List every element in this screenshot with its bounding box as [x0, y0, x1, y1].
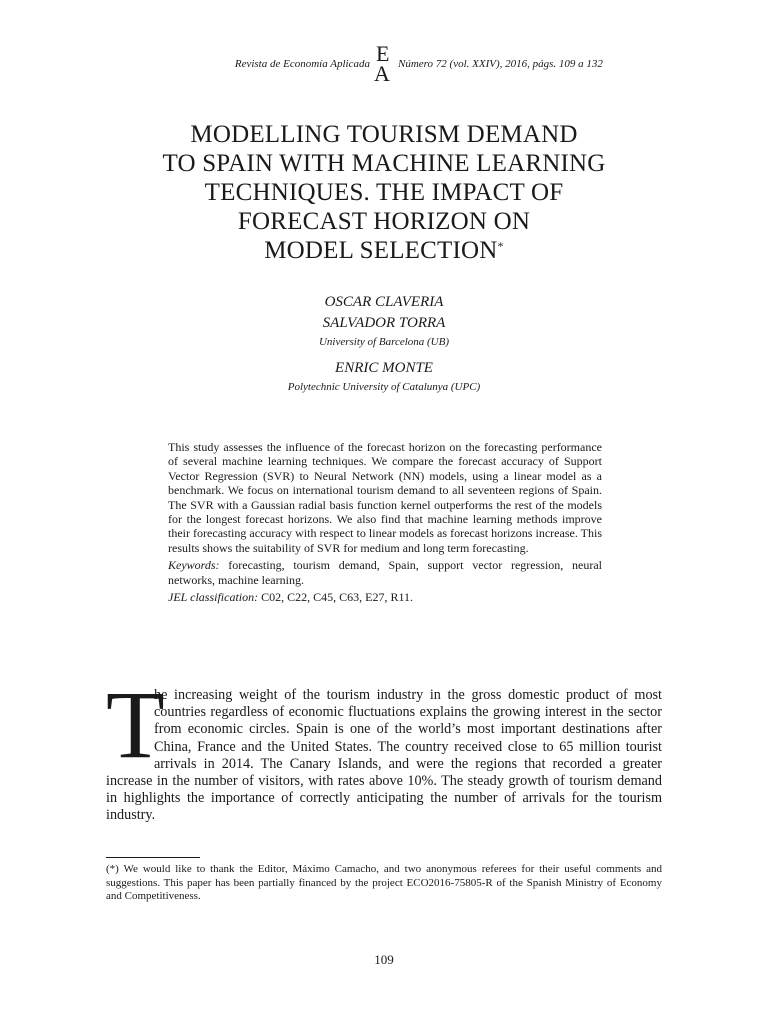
author-name-2: SALVADOR TORRA	[322, 315, 446, 331]
logo-letter-top: E	[376, 41, 390, 66]
author-name-1: OSCAR CLAVERIA	[324, 294, 444, 310]
title-line-1: MODELLING TOURISM DEMAND	[190, 121, 578, 148]
author-block	[0, 292, 768, 395]
title-line-2: TO SPAIN WITH MACHINE LEARNING	[162, 150, 606, 177]
body-text	[106, 671, 662, 825]
abstract-text: This study assesses the influence of the forecast horizon on the forecasting performance of several machine learning techniques. We compare the forecast accuracy of Support Vector Regression (SVR) to Neural Network (NN) models, using a linear model as a benchmark. We focus on international tourism demand to all seventeen regions of Spain. The SVR with a Gaussian radial basis function kernel outperforms the rest of the models for the longest forecast horizons. We also find that machine learning methods improve their forecasting accuracy with respect to linear models as forecast horizons increase. This results shows the suitability of SVR for medium and long term forecasting.	[168, 440, 602, 555]
author-spacer	[0, 350, 768, 358]
affiliation-1: University of Barcelona (UB)	[318, 336, 450, 348]
logo-letter-bottom: A	[374, 61, 390, 86]
title-footnote-mark: *	[497, 239, 504, 253]
keywords-list: forecasting, tourism demand, Spain, support vector regression, neural networks, machine learning.	[168, 558, 602, 587]
jel-label: JEL classification:	[168, 590, 259, 605]
title-line-5	[84, 236, 684, 265]
page-number: 109	[374, 952, 394, 967]
keywords-label: Keywords:	[168, 558, 220, 573]
keywords	[168, 558, 602, 587]
running-header	[0, 41, 768, 94]
author-name-3: ENRIC MONTE	[335, 360, 433, 376]
affiliation-2: Polytechnic University of Catalunya (UPC)	[287, 381, 481, 393]
title-line-3: TECHNIQUES. THE IMPACT OF	[204, 179, 564, 206]
title-line-5-text: MODEL SELECTION	[264, 237, 498, 264]
paper-title	[84, 120, 684, 265]
body-paragraph: he increasing weight of the tourism industry in the gross domestic product of most countries regardless of economic fluctuations explains the growing interest in the sector from economic circles. Spain is one of the world’s most important destinations after China, France and the United States. The country received close to 65 million tourist arrivals in 2014. The Canary Islands, and were the regions that recorded a greater increase in the number of visitors, with rates above 10%. The steady growth of tourism demand in highlights the importance of correctly anticipating the number of arrivals for the tourism industry.	[106, 687, 662, 824]
journal-logo	[372, 41, 396, 90]
issue-info: Número 72 (vol. XXIV), 2016, págs. 109 a 132	[398, 58, 603, 70]
title-line-4: FORECAST HORIZON ON	[237, 208, 531, 235]
footnote-divider	[106, 857, 200, 858]
abstract	[168, 440, 602, 607]
drop-cap: T	[106, 671, 165, 778]
journal-name: Revista de Economía Aplicada	[234, 58, 370, 70]
jel-classification	[168, 590, 602, 604]
jel-codes: C02, C22, C45, C63, E27, R11.	[258, 590, 414, 605]
footnote: (*) We would like to thank the Editor, Máximo Camacho, and two anonymous referees for their useful comments and suggestions. This paper has been partially financed by the project ECO2016-75805-R of the Spanish Ministry of Economy and Competitiveness.	[106, 863, 662, 903]
